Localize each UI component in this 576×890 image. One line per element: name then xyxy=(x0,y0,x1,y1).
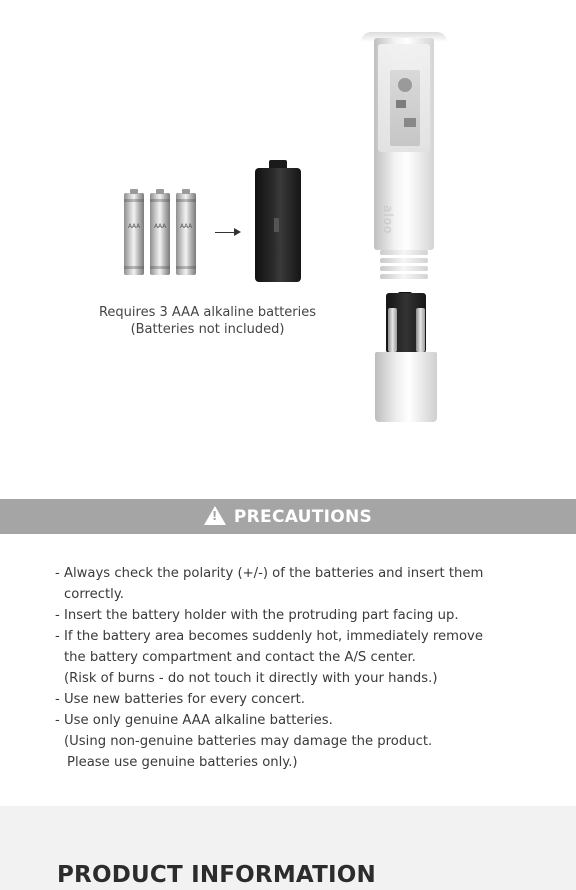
aaa-battery-2 xyxy=(150,193,170,275)
battery-holder-slot xyxy=(274,218,279,232)
precaution-line: - Insert the battery holder with the protruding part facing up. xyxy=(55,608,459,623)
lightstick-thread xyxy=(380,274,428,279)
warning-triangle-icon: ! xyxy=(204,506,226,525)
precautions-title: PRECAUTIONS xyxy=(233,506,373,527)
circuit-chip xyxy=(396,100,406,108)
precaution-line: - Always check the polarity (+/-) of the batteries and insert them xyxy=(55,566,484,581)
precaution-line: - If the battery area becomes suddenly hot, immediately remove xyxy=(55,629,483,644)
inserted-battery xyxy=(416,308,425,352)
aaa-battery-3 xyxy=(176,193,196,275)
arrow-head-icon xyxy=(234,228,241,236)
lightstick-thread xyxy=(380,258,428,263)
precaution-line: correctly. xyxy=(64,587,124,602)
battery-label: AAA xyxy=(127,223,141,230)
product-information-section xyxy=(0,806,576,890)
precaution-line: - Use new batteries for every concert. xyxy=(55,692,305,707)
lightstick-logo: aloo xyxy=(381,205,395,235)
precaution-line: Please use genuine batteries only.) xyxy=(67,755,298,770)
batteries-not-included-note: (Batteries not included) xyxy=(130,322,285,337)
precautions-list xyxy=(55,563,525,773)
precaution-line: - Use only genuine AAA alkaline batteries. xyxy=(55,713,333,728)
lightstick-thread xyxy=(380,250,428,255)
aaa-battery-1 xyxy=(124,193,144,275)
product-information-title: PRODUCT INFORMATION xyxy=(57,862,376,888)
battery-compartment-sleeve xyxy=(375,352,437,422)
battery-label: AAA xyxy=(179,223,193,230)
precaution-line: (Risk of burns - do not touch it directly with your hands.) xyxy=(64,671,438,686)
circuit-chip xyxy=(398,78,412,92)
inserted-battery xyxy=(388,308,397,352)
precaution-line: (Using non-genuine batteries may damage the product. xyxy=(64,734,433,749)
battery-label: AAA xyxy=(153,223,167,230)
precaution-line: the battery compartment and contact the A/S center. xyxy=(64,650,416,665)
precautions-banner xyxy=(0,499,576,534)
lightstick-thread xyxy=(380,266,428,271)
battery-requirement-caption: Requires 3 AAA alkaline batteries xyxy=(98,305,317,320)
circuit-chip xyxy=(404,118,416,127)
